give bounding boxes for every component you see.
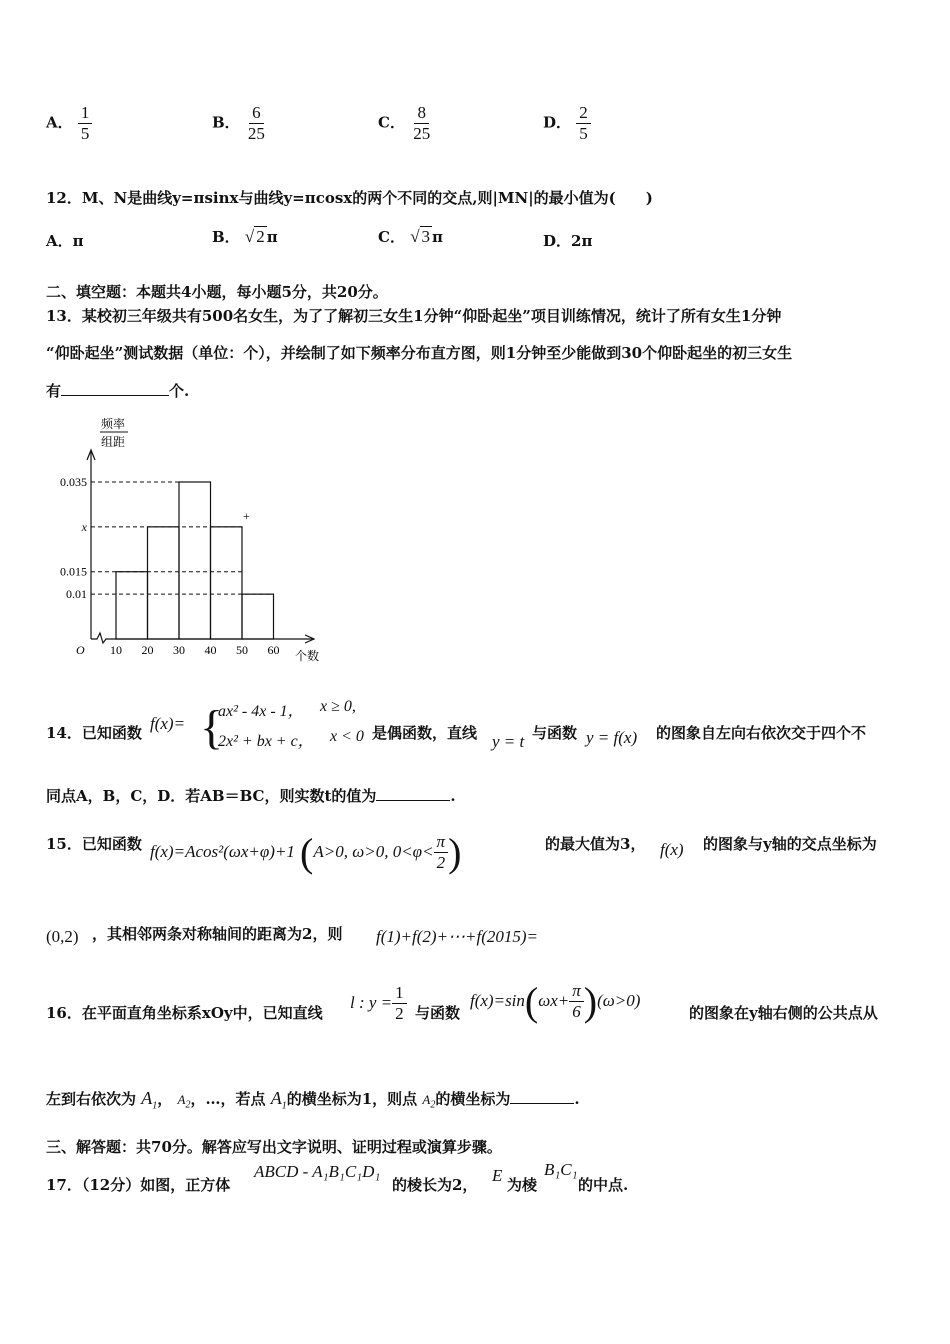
q14-mid2: 与函数	[532, 724, 578, 742]
sqrt: √ 3	[410, 227, 431, 246]
q15-fx: f(x)	[660, 840, 684, 859]
left-brace: {	[200, 701, 224, 754]
fraction: $\frac{6}{25}$	[247, 103, 265, 143]
q17-mid2: 为棱	[507, 1176, 538, 1194]
answer-blank[interactable]	[61, 381, 169, 396]
point-a2: $A_2$	[177, 1092, 191, 1111]
q11-option-c	[378, 103, 433, 144]
x-axis	[91, 633, 314, 643]
frequency-histogram	[46, 412, 346, 672]
fraction: $\frac{1}{5}$	[78, 103, 93, 144]
q12-option-c: C． √ 3 π	[378, 227, 444, 246]
section-heading: 三、解答题：共70分。解答应写出文字说明、证明过程或演算步骤。	[46, 1138, 502, 1156]
option-label: B．	[212, 113, 240, 132]
point-a2: $A_2$	[422, 1092, 436, 1111]
x-tick-label: 60	[267, 643, 280, 657]
q11-option-a	[46, 103, 92, 144]
q11-option-d	[543, 103, 591, 144]
histogram-bar	[211, 527, 243, 639]
q17-cube: ABCD - A₁B₁C₁D₁	[254, 1162, 381, 1181]
x-tick-label: 30	[173, 643, 185, 657]
q12-option-b: B． √ 2 π	[212, 227, 278, 246]
q15-formula: f(x)=Acos²(ωx+φ)+1 (A>0, ω>0, 0<φ< $\frac{\pi}{2}$ )	[150, 830, 462, 875]
x-tick-label: 50	[236, 643, 248, 657]
x-tick-label: 10	[110, 643, 122, 657]
origin-label: O	[76, 643, 85, 657]
q15-prefix: 15．已知函数	[46, 835, 142, 853]
q15-suffix: 的图象与y轴的交点坐标为	[703, 835, 877, 853]
histogram-bar	[116, 572, 148, 639]
q16-func: f(x)=sin(ωx+ $\frac{\pi}{6}$ )(ω>0)	[470, 979, 641, 1024]
q16-line-expr: l : y = $\frac{1}{2}$	[350, 983, 407, 1024]
q17-suffix: 的中点.	[578, 1176, 629, 1194]
q14-line-expr: y = t	[492, 732, 525, 751]
x-tick-label: 20	[141, 643, 154, 657]
point-a1: $A_1$	[270, 1088, 287, 1112]
q14-line2: 同点A，B，C，D．若AB＝BC，则实数t的值为 .	[46, 787, 456, 805]
histogram-bar	[179, 482, 211, 639]
answer-blank[interactable]	[510, 1089, 574, 1104]
q17-mid1: 的棱长为2，	[392, 1176, 478, 1194]
stray-mark: +	[243, 509, 250, 523]
y-tick-label: 0.035	[60, 475, 87, 489]
q17-prefix: 17．（12分）如图，正方体	[46, 1176, 231, 1194]
y-tick-label: 0.01	[66, 587, 87, 602]
q14-prefix: 14．已知函数	[46, 724, 142, 742]
q14-func-expr: y = f(x)	[586, 728, 638, 747]
fraction: $\frac{2}{5}$	[576, 103, 591, 144]
q14-suffix: 的图象自左向右依次交于四个不	[656, 724, 867, 742]
option-label: A．	[46, 113, 73, 132]
q15-point: (0,2)	[46, 927, 79, 946]
q12-option-d: D．2π	[543, 232, 593, 250]
ylabel-bottom: 组距	[101, 435, 126, 449]
q12-stem: 12．M、N是曲线y=πsinx与曲线y=πcosx的两个不同的交点,则|MN|的最小值为( )	[46, 189, 653, 207]
y-tick-label: 0.015	[60, 564, 87, 579]
option-label: D．	[543, 113, 572, 132]
section-heading: 二、填空题：本题共4小题，每小题5分，共20分。	[46, 283, 388, 301]
q13-line3: 有 个.	[46, 382, 190, 400]
ylabel-top: 频率	[101, 417, 126, 431]
q17-point-e: E	[492, 1166, 503, 1185]
histogram-bar	[242, 594, 274, 639]
xlabel: 个数	[295, 649, 320, 663]
point-a1: $A_1$	[141, 1088, 158, 1112]
answer-blank[interactable]	[376, 786, 450, 801]
q16-mid: 与函数	[415, 1004, 461, 1022]
q16-prefix: 16．在平面直角坐标系xOy中，已知直线	[46, 1004, 323, 1022]
q15-sum-formula: f(1)+f(2)+⋯+f(2015)=	[376, 927, 539, 946]
q11-option-b	[212, 103, 268, 144]
q15-line2-mid: ，其相邻两条对称轴间的距离为2，则	[92, 925, 343, 943]
x-tick-label: 40	[204, 643, 217, 657]
y-tick-label: x	[81, 519, 87, 534]
q13-line2: “仰卧起坐”测试数据（单位：个），并绘制了如下频率分布直方图，则1分钟至少能做到30个仰卧起坐的初三女生	[46, 344, 793, 362]
q13-line1: 13．某校初三年级共有500名女生，为了了解初三女生1分钟“仰卧起坐”项目训练情况，统计了所有女生1分钟	[46, 307, 782, 325]
q17-edge: B₁C₁	[544, 1160, 578, 1179]
fraction: $\frac{8}{25}$	[413, 103, 431, 143]
q12-option-a: A．π	[46, 232, 84, 250]
histogram-bar	[148, 527, 180, 639]
option-label: C．	[378, 113, 405, 132]
q16-line2: 左到右依次为 $A_1$， $A_2$，…，若点 $A_1$的横坐标为1，则点 $A_2$的横坐标为 .	[46, 1088, 580, 1112]
q14-mid1: 是偶函数，直线	[372, 724, 478, 742]
q15-mid: 的最大值为3，	[545, 835, 646, 853]
q16-suffix: 的图象在y轴右侧的公共点从	[689, 1004, 878, 1022]
sqrt: √ 2	[244, 227, 265, 246]
